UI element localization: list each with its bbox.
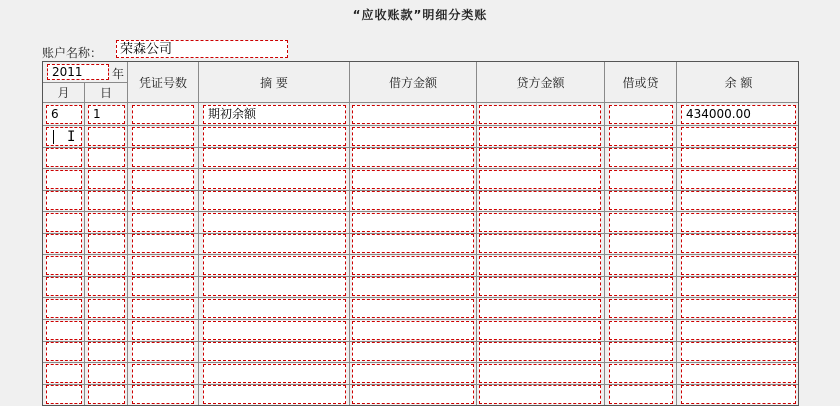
year-field[interactable]: 2011 — [47, 64, 109, 80]
day-cell[interactable] — [88, 342, 125, 361]
voucher-cell[interactable] — [132, 191, 194, 210]
account-name-field[interactable]: 荣森公司 — [116, 40, 288, 58]
voucher-cell[interactable] — [132, 256, 194, 275]
dr-cr-cell[interactable] — [609, 105, 673, 124]
balance-cell[interactable]: 434000.00 — [681, 105, 796, 124]
text-caret — [53, 130, 54, 144]
dr-cr-header: 借或贷 — [622, 75, 659, 90]
credit-cell[interactable] — [479, 299, 601, 318]
summary-cell[interactable] — [203, 213, 346, 232]
debit-cell[interactable] — [352, 321, 474, 340]
summary-cell[interactable] — [203, 364, 346, 383]
summary-cell[interactable] — [203, 342, 346, 361]
credit-cell[interactable] — [479, 213, 601, 232]
credit-cell[interactable] — [479, 170, 601, 189]
dr-cr-cell[interactable] — [609, 170, 673, 189]
voucher-cell[interactable] — [132, 170, 194, 189]
day-cell[interactable] — [88, 256, 125, 275]
day-cell[interactable] — [88, 385, 125, 404]
dr-cr-cell[interactable] — [609, 148, 673, 167]
credit-cell[interactable] — [479, 321, 601, 340]
summary-cell[interactable] — [203, 299, 346, 318]
credit-cell[interactable] — [479, 256, 601, 275]
credit-cell[interactable] — [479, 105, 601, 124]
dr-cr-cell[interactable] — [609, 127, 673, 146]
month-cell[interactable] — [46, 234, 82, 253]
grid-line — [43, 362, 799, 363]
voucher-cell[interactable] — [132, 148, 194, 167]
day-header: 日 — [99, 86, 112, 100]
day-cell[interactable] — [88, 234, 125, 253]
debit-cell[interactable] — [352, 299, 474, 318]
voucher-cell[interactable] — [132, 127, 194, 146]
voucher-cell[interactable] — [132, 277, 194, 296]
day-cell[interactable]: 1 — [88, 105, 125, 124]
year-unit-label: 年 — [111, 66, 124, 81]
grid-line — [43, 297, 799, 298]
balance-cell[interactable] — [681, 191, 796, 210]
credit-cell[interactable] — [479, 385, 601, 404]
voucher-cell[interactable] — [132, 342, 194, 361]
balance-cell[interactable] — [681, 170, 796, 189]
day-cell[interactable] — [88, 213, 125, 232]
day-cell[interactable] — [88, 127, 125, 146]
balance-cell[interactable] — [681, 234, 796, 253]
grid-line — [43, 102, 799, 103]
voucher-cell[interactable] — [132, 234, 194, 253]
voucher-cell[interactable] — [132, 299, 194, 318]
month-cell[interactable] — [46, 127, 82, 146]
summary-header: 摘 要 — [260, 75, 288, 90]
summary-cell[interactable] — [203, 170, 346, 189]
credit-cell[interactable] — [479, 234, 601, 253]
dr-cr-cell[interactable] — [609, 256, 673, 275]
month-cell[interactable] — [46, 342, 82, 361]
month-cell[interactable] — [46, 277, 82, 296]
day-cell[interactable] — [88, 191, 125, 210]
debit-cell[interactable] — [352, 342, 474, 361]
debit-cell[interactable] — [352, 148, 474, 167]
summary-cell[interactable] — [203, 277, 346, 296]
debit-cell[interactable] — [352, 191, 474, 210]
month-cell[interactable] — [46, 364, 82, 383]
debit-cell[interactable] — [352, 105, 474, 124]
summary-cell[interactable] — [203, 191, 346, 210]
debit-cell[interactable] — [352, 234, 474, 253]
day-cell[interactable] — [88, 299, 125, 318]
dr-cr-cell[interactable] — [609, 277, 673, 296]
balance-cell[interactable] — [681, 256, 796, 275]
month-cell[interactable] — [46, 256, 82, 275]
day-cell[interactable] — [88, 364, 125, 383]
ledger-table — [42, 61, 799, 406]
dr-cr-cell[interactable] — [609, 213, 673, 232]
voucher-cell[interactable] — [132, 213, 194, 232]
voucher-cell[interactable] — [132, 321, 194, 340]
debit-cell[interactable] — [352, 364, 474, 383]
debit-cell[interactable] — [352, 256, 474, 275]
dr-cr-cell[interactable] — [609, 321, 673, 340]
voucher-cell[interactable] — [132, 105, 194, 124]
ledger-title: “应收账款”明细分类账 — [352, 8, 488, 22]
dr-cr-cell[interactable] — [609, 299, 673, 318]
balance-cell[interactable] — [681, 213, 796, 232]
grid-line — [43, 168, 799, 169]
month-cell[interactable] — [46, 213, 82, 232]
summary-cell[interactable] — [203, 321, 346, 340]
balance-cell[interactable] — [681, 127, 796, 146]
balance-cell[interactable] — [681, 385, 796, 404]
month-header: 月 — [57, 86, 70, 100]
summary-cell[interactable] — [203, 148, 346, 167]
dr-cr-cell[interactable] — [609, 234, 673, 253]
grid-line — [43, 319, 799, 320]
dr-cr-cell[interactable] — [609, 364, 673, 383]
month-cell[interactable]: 6 — [46, 105, 82, 124]
month-cell[interactable] — [46, 321, 82, 340]
voucher-cell[interactable] — [132, 364, 194, 383]
debit-amount-header: 借方金额 — [388, 75, 437, 90]
voucher-cell[interactable] — [132, 385, 194, 404]
debit-cell[interactable] — [352, 385, 474, 404]
month-cell[interactable] — [46, 299, 82, 318]
text-cursor-icon: I — [67, 129, 76, 145]
balance-cell[interactable] — [681, 342, 796, 361]
balance-cell[interactable] — [681, 364, 796, 383]
month-cell[interactable] — [46, 191, 82, 210]
balance-header: 余 额 — [724, 75, 753, 90]
summary-cell[interactable] — [203, 256, 346, 275]
credit-cell[interactable] — [479, 364, 601, 383]
debit-cell[interactable] — [352, 213, 474, 232]
debit-cell[interactable] — [352, 277, 474, 296]
debit-cell[interactable] — [352, 170, 474, 189]
credit-cell[interactable] — [479, 277, 601, 296]
dr-cr-cell[interactable] — [609, 191, 673, 210]
grid-line — [43, 211, 799, 212]
day-cell[interactable] — [88, 321, 125, 340]
credit-cell[interactable] — [479, 127, 601, 146]
month-cell[interactable] — [46, 385, 82, 404]
account-name-label: 账户名称： — [42, 46, 103, 60]
summary-cell[interactable] — [203, 234, 346, 253]
summary-cell[interactable] — [203, 127, 346, 146]
month-cell[interactable] — [46, 148, 82, 167]
day-cell[interactable] — [88, 148, 125, 167]
credit-amount-header: 贷方金额 — [516, 75, 565, 90]
grid-line — [84, 82, 85, 405]
balance-cell[interactable] — [681, 321, 796, 340]
dr-cr-cell[interactable] — [609, 342, 673, 361]
credit-cell[interactable] — [479, 191, 601, 210]
summary-cell[interactable]: 期初余额 — [203, 105, 346, 124]
credit-cell[interactable] — [479, 342, 601, 361]
voucher-no-header: 凭证号数 — [138, 75, 187, 90]
summary-cell[interactable] — [203, 385, 346, 404]
day-cell[interactable] — [88, 277, 125, 296]
balance-cell[interactable] — [681, 299, 796, 318]
day-cell[interactable] — [88, 170, 125, 189]
dr-cr-cell[interactable] — [609, 385, 673, 404]
balance-cell[interactable] — [681, 148, 796, 167]
credit-cell[interactable] — [479, 148, 601, 167]
month-cell[interactable] — [46, 170, 82, 189]
balance-cell[interactable] — [681, 277, 796, 296]
debit-cell[interactable] — [352, 127, 474, 146]
grid-line — [43, 254, 799, 255]
grid-line — [43, 125, 799, 126]
